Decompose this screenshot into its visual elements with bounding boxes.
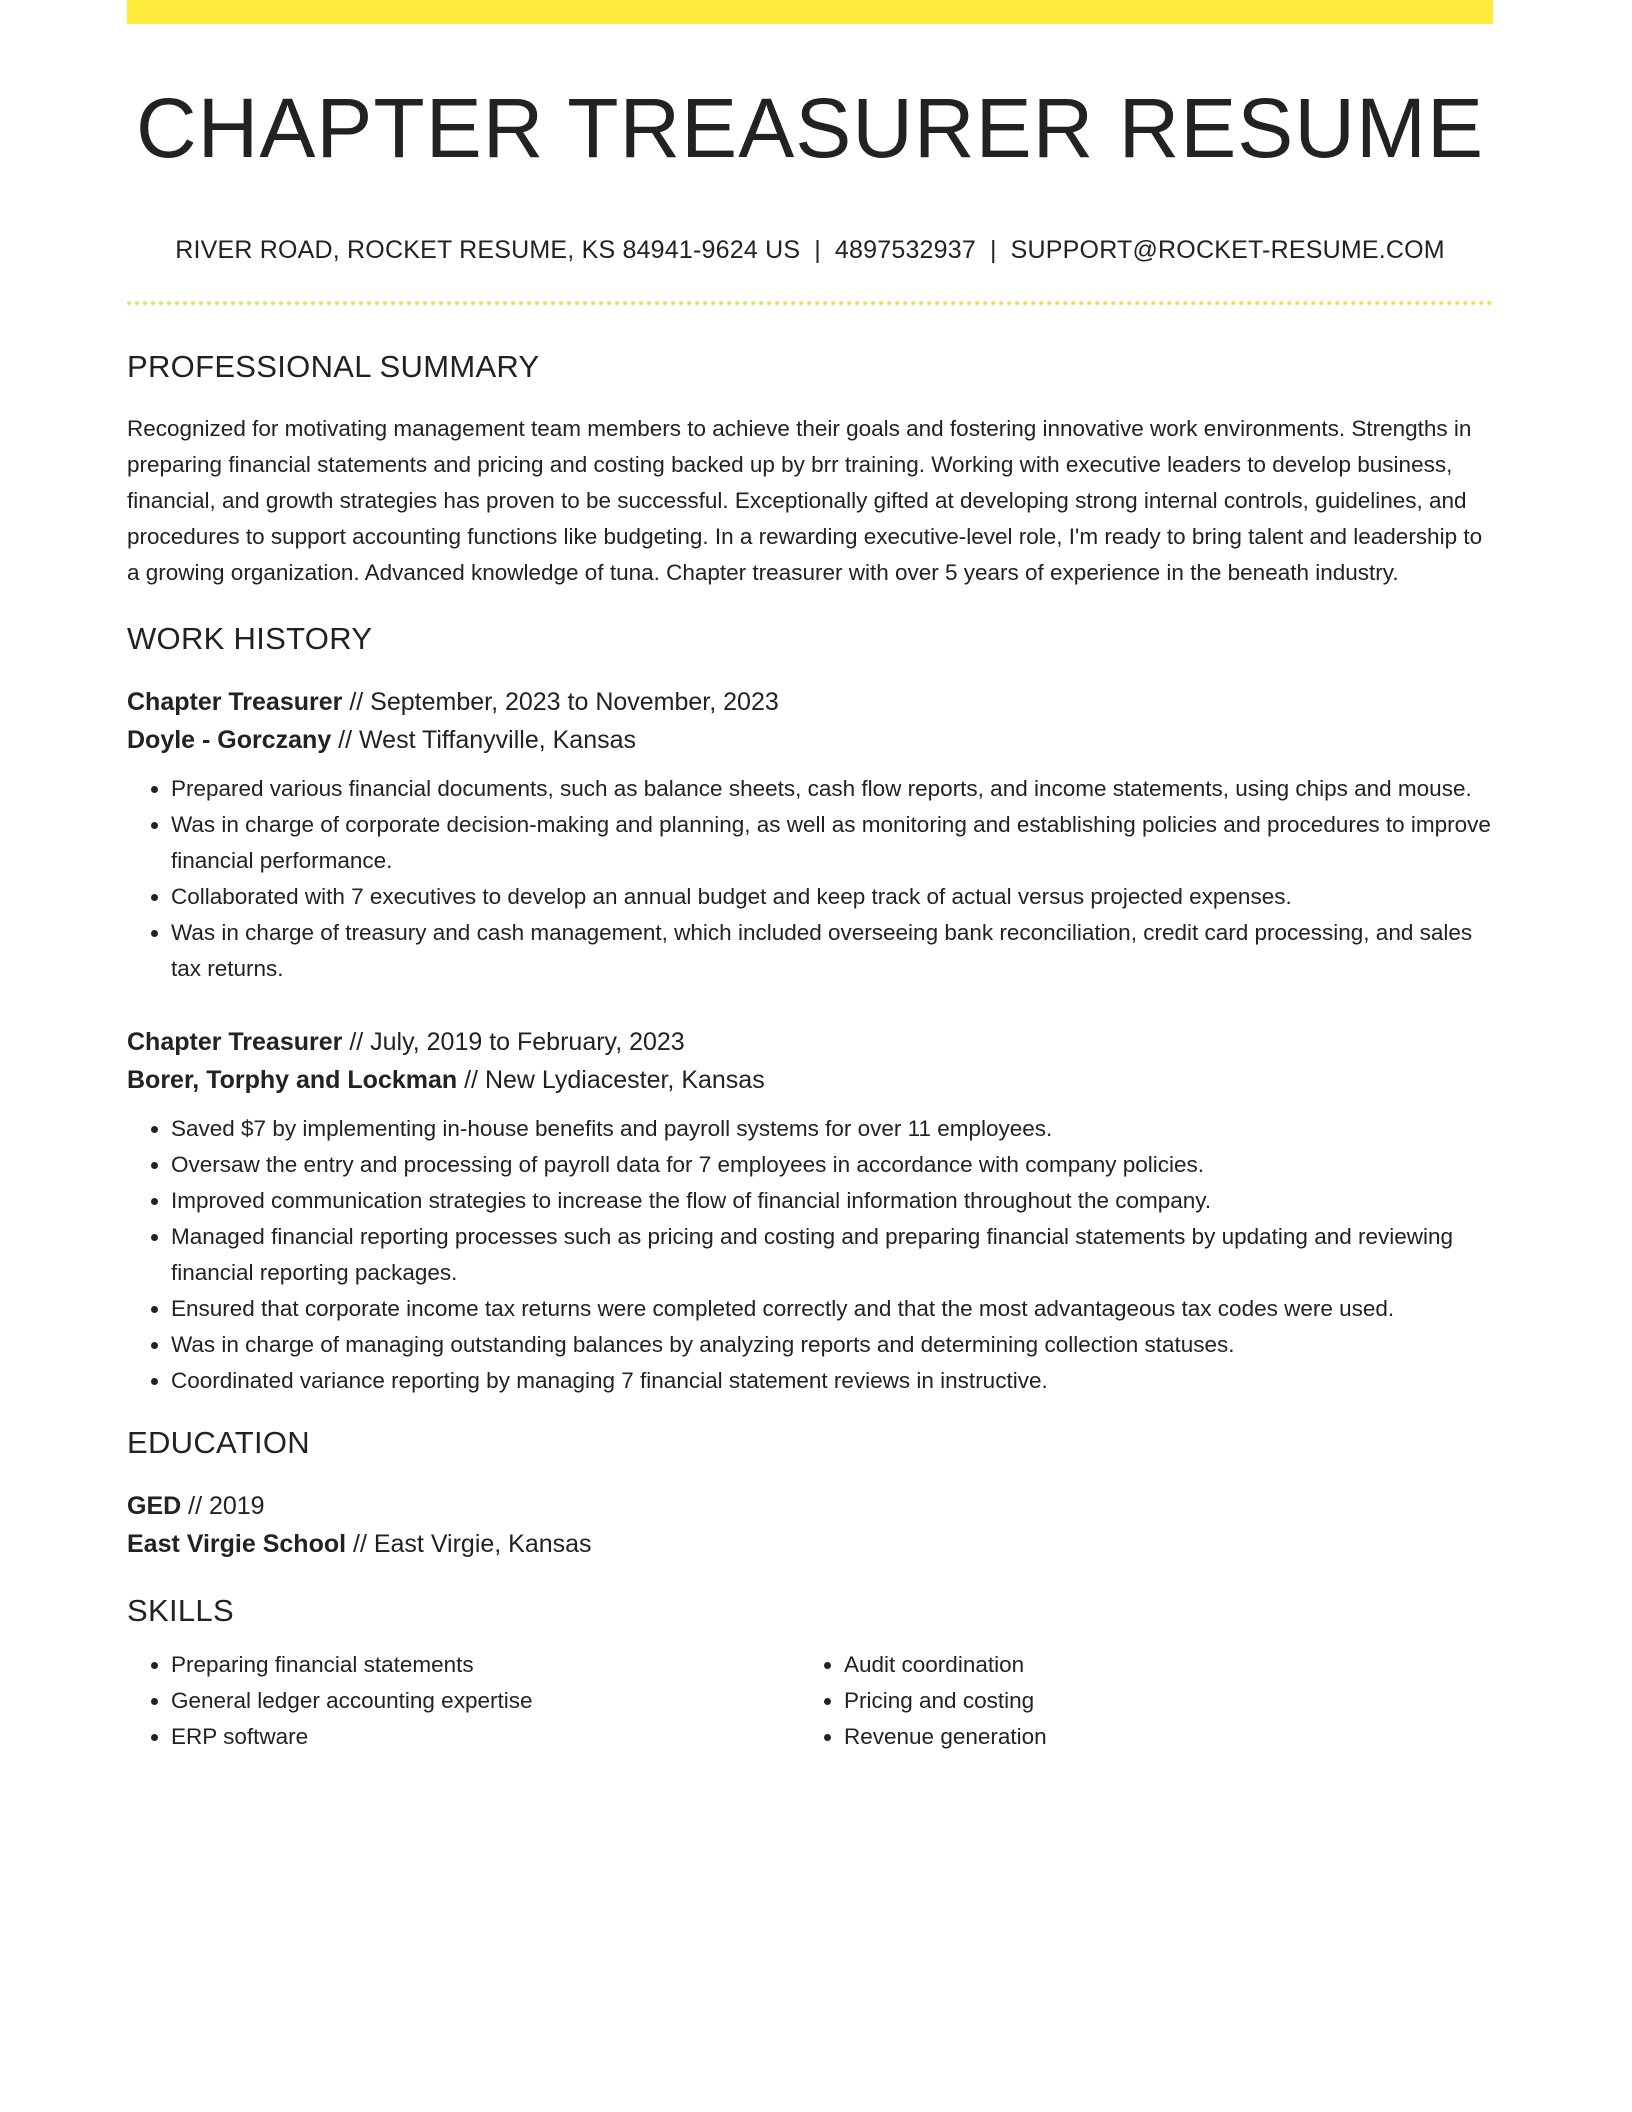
contact-phone: 4897532937 — [834, 236, 976, 265]
skills-column-left — [127, 1647, 800, 1755]
work-history-heading: WORK HISTORY — [127, 621, 373, 657]
skills-column-right — [800, 1647, 1473, 1755]
accent-top-bar — [127, 0, 1493, 24]
summary-text: Recognized for motivating management team members to achieve their goals and fostering innovative work environments. Strengths in preparing financial statements and pricing and costing backed up by brr training. Working with executive leaders to develop business, financial, and growth strategies has proven to be successful. Exceptionally gifted at developing strong internal controls, guidelines, and procedures to support accounting functions like budgeting. In a rewarding executive-level role, I'm ready to bring talent and leadership to a growing organization. Advanced knowledge of tuna. Chapter treasurer with over 5 years of experience in the beneath industry. — [127, 416, 1483, 586]
contact-email: SUPPORT@ROCKET-RESUME.COM — [1010, 236, 1445, 265]
job-bullets — [127, 1111, 1493, 1399]
job-title-line — [127, 683, 1493, 721]
skill-item: • Revenue generation — [844, 1719, 1473, 1755]
job-bullet: • Was in charge of treasury and cash management, which included overseeing bank reconciliation, credit card processing, and sales tax returns. — [171, 915, 1493, 987]
skill-item: • ERP software — [171, 1719, 800, 1755]
job-title: Chapter Treasurer — [127, 1028, 343, 1057]
job-location: // West Tiffanyville, Kansas — [331, 726, 636, 755]
job-bullet: • Improved communication strategies to increase the flow of financial information throughout the company. — [171, 1183, 1493, 1219]
skills-grid — [127, 1647, 1493, 1755]
skill-item: • Preparing financial statements — [171, 1647, 800, 1683]
skills-heading: SKILLS — [127, 1593, 234, 1629]
education-entry — [127, 1487, 1493, 1563]
education-school-line — [127, 1525, 1493, 1563]
job-title: Chapter Treasurer — [127, 688, 343, 717]
skill-item: • Pricing and costing — [844, 1683, 1473, 1719]
job-entry — [127, 683, 1493, 987]
resume-page — [127, 0, 1493, 1755]
job-bullet: • Coordinated variance reporting by managing 7 financial statement reviews in instructive. — [171, 1363, 1493, 1399]
job-company-line — [127, 721, 1493, 759]
job-company: Doyle - Gorczany — [127, 726, 332, 755]
education-location: // East Virgie, Kansas — [346, 1530, 592, 1559]
job-location: // New Lydiacester, Kansas — [457, 1066, 765, 1095]
job-bullet: • Oversaw the entry and processing of payroll data for 7 employees in accordance with company policies. — [171, 1147, 1493, 1183]
education-school: East Virgie School — [127, 1530, 347, 1559]
education-degree-line — [127, 1487, 1493, 1525]
education-heading: EDUCATION — [127, 1425, 310, 1461]
header-divider — [127, 301, 1493, 305]
contact-address: RIVER ROAD, ROCKET RESUME, KS 84941-9624 US — [175, 236, 801, 265]
job-bullet: • Collaborated with 7 executives to develop an annual budget and keep track of actual versus projected expenses. — [171, 879, 1493, 915]
contact-line — [127, 236, 1493, 265]
education-degree: GED — [127, 1492, 182, 1521]
job-dates: // September, 2023 to November, 2023 — [342, 688, 779, 717]
job-dates: // July, 2019 to February, 2023 — [342, 1028, 685, 1057]
job-bullets — [127, 771, 1493, 987]
contact-separator: | — [989, 236, 997, 265]
education-year: // 2019 — [181, 1492, 265, 1521]
summary-heading: PROFESSIONAL SUMMARY — [127, 349, 540, 385]
skill-item: • General ledger accounting expertise — [171, 1683, 800, 1719]
job-title-line — [127, 1023, 1493, 1061]
skill-item: • Audit coordination — [844, 1647, 1473, 1683]
job-bullet: • Was in charge of managing outstanding balances by analyzing reports and determining collection statuses. — [171, 1327, 1493, 1363]
page-title: CHAPTER TREASURER RESUME — [136, 81, 1484, 175]
job-entry — [127, 1023, 1493, 1399]
job-bullet: • Managed financial reporting processes such as pricing and costing and preparing financial statements by updating and reviewing financial reporting packages. — [171, 1219, 1493, 1291]
job-company-line — [127, 1061, 1493, 1099]
job-bullet: • Ensured that corporate income tax returns were completed correctly and that the most advantageous tax codes were used. — [171, 1291, 1493, 1327]
skills-list — [127, 1647, 800, 1755]
contact-separator: | — [814, 236, 821, 265]
skills-list — [800, 1647, 1473, 1755]
job-bullet: • Saved $7 by implementing in-house benefits and payroll systems for over 11 employees. — [171, 1111, 1493, 1147]
job-bullet: • Was in charge of corporate decision-making and planning, as well as monitoring and establishing policies and procedures to improve financial performance. — [171, 807, 1493, 879]
job-bullet: • Prepared various financial documents, such as balance sheets, cash flow reports, and income statements, using chips and mouse. — [171, 771, 1493, 807]
job-company: Borer, Torphy and Lockman — [127, 1066, 458, 1095]
